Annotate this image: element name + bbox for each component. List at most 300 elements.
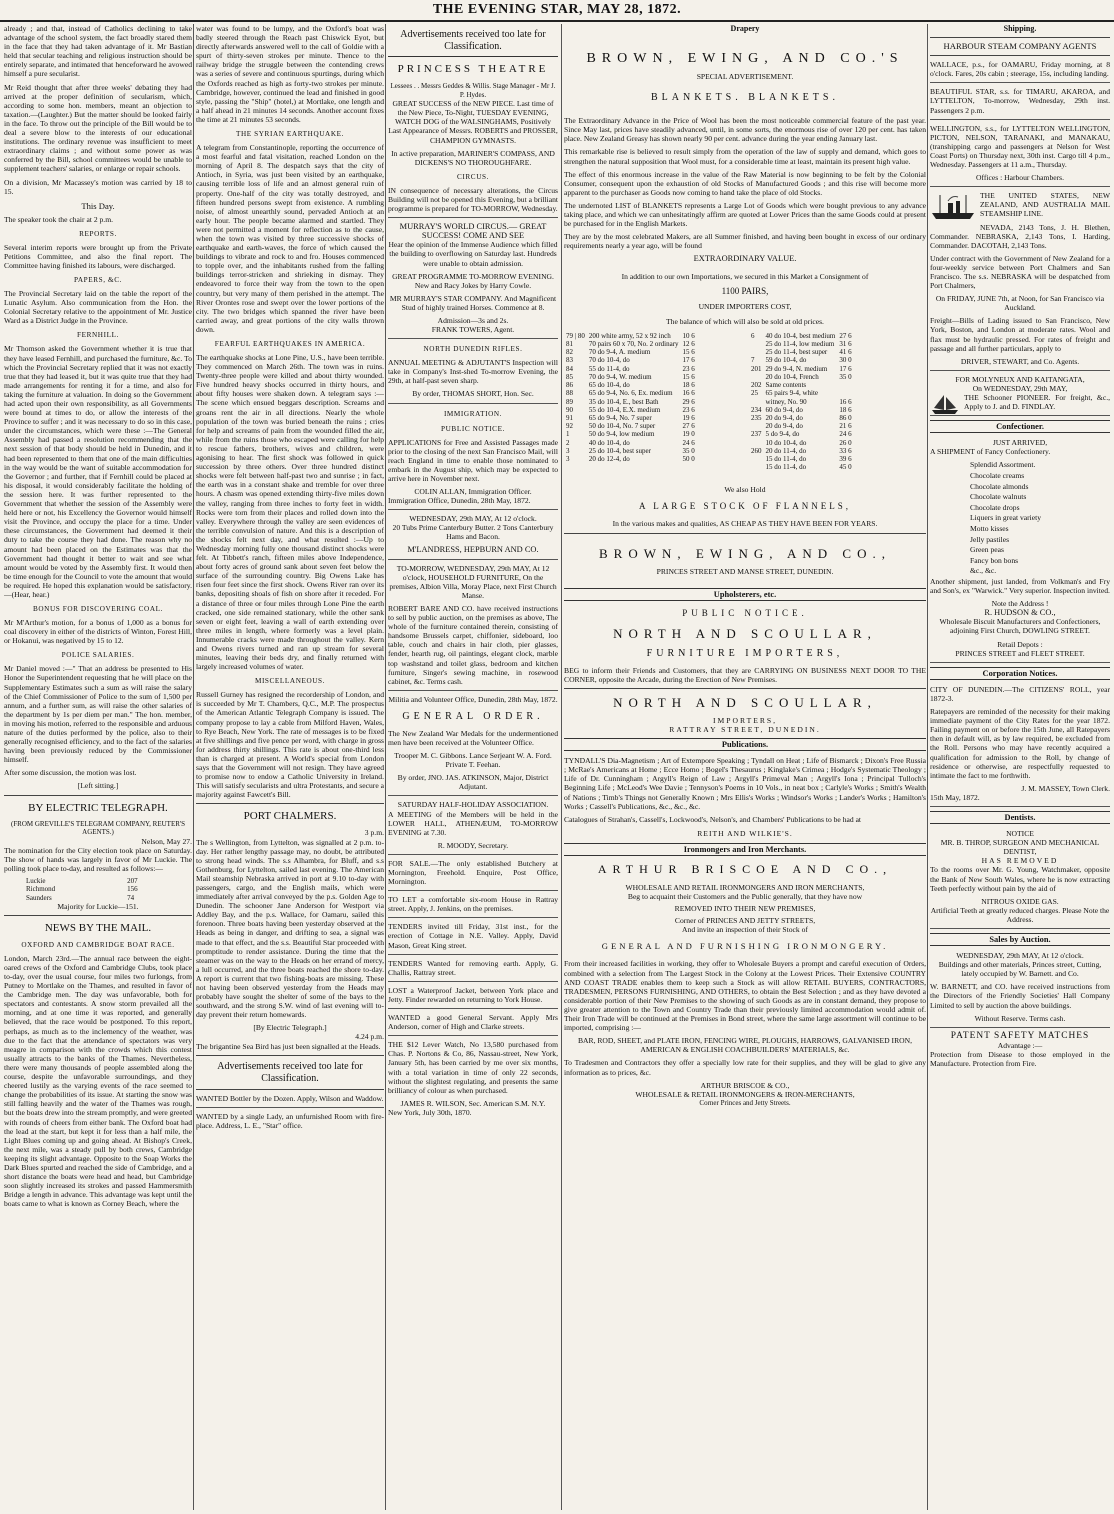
bale-number: 202: [751, 381, 762, 390]
blanket-price: 21 6: [839, 422, 852, 431]
blanket-price: 19 6: [682, 413, 695, 422]
ad-paragraph: Catalogues of Strahan's, Cassell's, Lockwood's, Nelson's, and Chambers' Publications to be had at: [564, 814, 862, 824]
category-bar: Shipping.: [1003, 24, 1037, 33]
blanket-price: [837, 389, 853, 397]
classified-ad: TENDERS invited till Friday, 31st inst., for the erection of Cottage in N.E. Valley. Apply, David Mason, Great King street.: [388, 922, 558, 954]
telegraph-subheading: (FROM GREVILLE'S TELEGRAM COMPANY, REUTER'S AGENTS.): [10, 819, 186, 837]
column-5: [930, 24, 1110, 1510]
confectionery-list: [970, 460, 1110, 577]
bale-number: 85: [566, 372, 573, 381]
column-2: [196, 24, 384, 1510]
bale-number: 25: [751, 389, 758, 398]
column-rule: [561, 24, 562, 1510]
ad-heading: BLANKETS. BLANKETS.: [651, 92, 839, 104]
mail-heading: NEWS BY THE MAIL.: [44, 921, 152, 934]
blanket-row: [564, 356, 697, 364]
late-ads-heading: Advertisements received too late for Classification.: [217, 1060, 363, 1084]
blanket-row: [564, 414, 697, 422]
classified-ad: WANTED Bottler by the Dozen. Apply, Wilson and Waddow.: [196, 1094, 384, 1108]
blanket-row: [749, 381, 854, 389]
auction-date: TO-MORROW, WEDNESDAY, 29th MAY, At 12 o'clock, HOUSEHOLD FURNITURE, On the premises, Albion Villa, Moray Place, next First Church Manse.: [389, 563, 557, 600]
confectionery-item: Chocolate drops: [970, 502, 1020, 512]
theatre-lessees: Lessees . . Messrs Geddes & Willis. Stage Manager - Mr J. P. Hydes.: [390, 82, 556, 99]
article-paragraph: The Provincial Secretary laid on the table the report of the Lunatic Asylum. Also communication from the Hon. the Colonial Secretary relative to the appointment of Mr. Justice Ward as a District Judge in the Province.: [4, 289, 192, 326]
circus-agent: FRANK TOWERS, Agent.: [388, 325, 558, 339]
blanket-row: [564, 439, 697, 447]
steamship-ad: [930, 191, 1110, 218]
blanket-price: 18 6: [682, 381, 695, 390]
blanket-description: 20 do 9-4, do: [765, 422, 803, 431]
blanket-description: 55 do 10-4, E.X. medium: [588, 405, 661, 414]
blanket-description: 55 do 11-4, do: [588, 364, 630, 373]
theatre-title: PRINCESS THEATRE: [397, 63, 549, 75]
ad-paragraph: Artificial Teeth at greatly reduced charges. Please Note the Address.: [930, 906, 1110, 929]
blanket-row: [749, 463, 854, 471]
bale-number: 89: [566, 397, 573, 406]
blanket-description: 20 do 11-4, do: [765, 446, 807, 455]
article-paragraph: The s Wellington, from Lyttelton, was signalled at 2 p.m. to-day. Her rather lengthy passage may, no doubt, be attributed to strong head winds. The s.s Alhambra, for Bluff, and s.s Gothenburg, for Lyttelton, sailed last evening. The American Mail steamship Nebraska arrived in port at 9.10 to-day with passengers, cargo, and the English mails, which were immediately after arrival conveyed by the p.s. Golden Age to Dunedin. The schooner Jane Anderson for Westport via Addley Bay, and the p.s. Wallace, for Oamaru, sailed this forenoon. Three boats having been yesterday observed at the Heads as being in danger, and drifting to sea, a signal was made to that effect, and the s.s. Beautiful Star proceeded with promptitude to render assistance. During the time that the steamer was on the way to the Heads on her errand of mercy, a lull occurred, and the three boats reached the shore to-day. A report is current that two fishing-boats are missing. These not having been observed yesterday from the Heads may probably have sought the shelter of some of the bays to the southward, and the strong S.W. wind of last evening will to-day prevent their return homewards.: [196, 837, 384, 1020]
section-heading: IMMIGRATION.: [443, 409, 503, 418]
blanket-description: 65 do 10-4, do: [588, 381, 630, 390]
ad-line: In addition to our own Importations, we secured in this Market a Consignment of: [621, 271, 869, 281]
divider: [4, 915, 192, 916]
signature: By order, JNO. JAS. ATKINSON, Major, District Adjutant.: [388, 773, 558, 796]
shipping-heading: On WEDNESDAY, 29th MAY,: [972, 383, 1068, 393]
column-3: [388, 24, 558, 1510]
bale-number: [749, 439, 764, 447]
blanket-price: 50 0: [682, 454, 695, 463]
blanket-price: [837, 381, 853, 389]
classified-ad: The New Zealand War Medals for the undermentioned men have been received at the Volunteer Office.: [388, 728, 558, 747]
article-paragraph: water was found to be lumpy, and the Oxford's boat was badly steered through the Reach past Chiswick Eyot, but directly afterwards answered well to the call of Goldie with a spurt of thirty-seven strokes per minute. Thence to the railway bridge the struggle between the contending crews was a series of severe and continuous spurtings, during which the Oxfords reached as high as forty-two strokes per minute. Cambridge, however, continued the lead and finished in good style, passing the "Ship" (hotel,) at Mortlake, one length and a half ahead in 21 minutes 14 seconds. Another account fixes the time at 21 minutes 53 seconds.: [196, 24, 384, 124]
blanket-description: witney, No. 90: [765, 397, 807, 406]
shipping-line: THE UNITED STATES, NEW ZEALAND, AND AUSTRALIA MAIL STEAMSHIP LINE.: [980, 191, 1110, 219]
advertiser-title: NORTH AND SCOULLAR,: [613, 625, 877, 641]
poll-votes: 74: [127, 893, 135, 902]
column-rule: [927, 24, 928, 1510]
bale-number: 3: [566, 454, 570, 463]
advertiser-address: PRINCES STREET AND MANSE STREET, DUNEDIN.: [656, 566, 834, 576]
blanket-price: 23 6: [682, 405, 695, 414]
bale-number: 7: [751, 356, 755, 365]
bale-number: 88: [566, 389, 573, 398]
ad-paragraph: A SHIPMENT of Fancy Confectionery.: [930, 447, 1051, 457]
blanket-row: [749, 365, 854, 373]
blanket-price: 17 6: [682, 356, 695, 365]
signature: COLIN ALLAN, Immigration Officer.: [414, 487, 532, 496]
advertiser-title: PATENT SAFETY MATCHES: [950, 1030, 1090, 1041]
classified-ad: FOR SALE.—The only established Butchery at Mornington, Freehold. Enquire, Post Office, Mornington.: [388, 859, 558, 891]
signature: ARTHUR BRISCOE & CO.,: [700, 1080, 790, 1090]
signature: WHOLESALE & RETAIL IRONMONGERS & IRON-MERCHANTS,: [635, 1089, 855, 1099]
bale-number: 237: [751, 430, 762, 439]
signature: JAMES R. WILSON, Sec. American S.M. N.Y.: [400, 1098, 546, 1108]
bale-number: 90: [566, 405, 573, 414]
section-heading: PUBLIC NOTICE.: [441, 424, 505, 433]
ad-emphasis: HAS REMOVED: [981, 856, 1059, 866]
steamship-icon: [930, 191, 976, 221]
bale-number: [749, 455, 764, 463]
divider: [930, 55, 1110, 56]
ad-line: Without Reserve. Terms cash.: [930, 1014, 1110, 1028]
blanket-price: 23 6: [682, 364, 695, 373]
sitting-note: [Left sitting.]: [77, 781, 119, 791]
divider: [196, 1089, 384, 1090]
shipping-fleet: NEVADA, 2143 Tons, J. H. Blethen, Commander. NEBRASKA, 2,143 Tons, I. Harding, Commander. DACOTAH, 2,143 Tons.: [930, 222, 1110, 250]
category-bar: Confectioner.: [930, 420, 1110, 433]
ad-line: WHOLESALE AND RETAIL IRONMONGERS AND IRON MERCHANTS,: [625, 883, 865, 893]
blanket-price: 33 6: [839, 446, 852, 455]
section-heading: MISCELLANEOUS.: [254, 677, 326, 686]
poll-table: [24, 877, 140, 902]
category-bar: Publications.: [564, 738, 926, 751]
blanket-description: 25 do 11-4, best super: [765, 348, 828, 357]
advertiser-title: BROWN, EWING, AND CO.'S: [586, 51, 904, 67]
divider: [564, 533, 926, 534]
classified-ad: ROBERT BARE AND CO. have received instructions to sell by public auction, on the premises as above, The whole of the furniture contained therein, consisting of handsome Brussels carpet, chiffonier, sideboard, loo table, couch and chairs in hair cloth, pier glasses, fender, hearth rug, oil paintings, elegant clock, marble top washstand and toilet glass, bedroom and kitchen furniture, Singer's sewing machine, in rosewood cabinet, &c. Terms cash.: [388, 604, 558, 691]
classified-ad: TENDERS Wanted for removing earth. Apply, G. Challis, Rattray street.: [388, 959, 558, 982]
classified-ad: IN consequence of necessary alterations, the Circus Building will not be opened this Evening, but a brilliant programme is prepared for TO-MORROW, Wednesday.: [388, 186, 558, 218]
blanket-description: 70 pairs 60 x 70, No. 2 ordinary: [588, 340, 679, 349]
theatre-bill: GREAT SUCCESS of the NEW PIECE. Last time of the New Piece, To-Night, TUESDAY EVENING, WATCH DOG of the WALSINGHAMS, Positively Last Appearance of Messrs. ROBERTS and PROSSER, CHAMPION GYMNASTS.: [388, 99, 558, 145]
bale-number: 201: [751, 364, 762, 373]
ad-paragraph: W. BARNETT, and CO. have received instructions from the Directors of the Friendly Societies' Hall Company Limited to sell by auction the above buildings.: [930, 982, 1110, 1010]
section-heading: This Day.: [81, 200, 115, 211]
blanket-description: 60 do 9-4, do: [765, 405, 803, 414]
blanket-row: [749, 422, 854, 430]
shipping-notice: THE Schooner PIONEER. For freight, &c., Apply to J. and D. FINDLAY.: [930, 393, 1110, 416]
ad-line: Advantage :—: [997, 1040, 1043, 1050]
blanket-row: [564, 398, 697, 406]
bale-number: [749, 373, 764, 381]
column-rule: [385, 24, 386, 1510]
blanket-price: 45 0: [839, 463, 852, 472]
bale-number: 6: [751, 331, 755, 340]
blanket-row: [564, 373, 697, 381]
poll-row: [24, 885, 140, 893]
ad-paragraph: Buildings and other materials, Princes street, Cutting, lately occupied by W. Barnett. and Co.: [938, 960, 1102, 979]
blanket-table-right: [749, 332, 854, 471]
blanket-price: 27 6: [839, 331, 852, 340]
blanket-row: [564, 340, 697, 348]
confectionery-item: Motto kisses: [970, 524, 1009, 534]
blanket-description: Same contents: [765, 381, 807, 390]
ad-line: The balance of which will also be sold at old prices.: [666, 316, 824, 326]
blanket-description: 50 do 9-4, low medium: [588, 430, 655, 439]
blanket-price: 19 0: [682, 430, 695, 439]
blanket-price: 10 6: [682, 331, 695, 340]
blanket-price: 24 6: [682, 438, 695, 447]
ad-line: And invite an inspection of their Stock of: [682, 925, 808, 935]
blanket-description: 200 white army, 52 x 92 inch: [588, 331, 671, 340]
column-4: [564, 24, 926, 1510]
ad-emphasis: NITROUS OXIDE GAS.: [981, 896, 1059, 906]
dateline: Nelson, May 27.: [141, 836, 192, 846]
article-paragraph: Mr Thomson asked the Government whether it is true that they have leased Fernhill, and purchased the furniture, &c. To which the Provincial Secretary replied that it was not exactly true that they had leased it, but it was quite true that they had made arrangements for renting it for a time, and also for taking the furniture at valuation. In doing so the Government had acted upon their own responsibility, as all Governments were bound at times to do, or allow the interests of the Province to suffer ; and it was necessary to do so in this case, under the circumstances, which were these :—The General Assembly had passed a resolution recommending that the next session of that body should be held in Dunedin, and it had been represented to them that one of the main difficulties in the way would be the want of suitable accommodation for the Governor ; and further, that if Fernhill could be placed at his disposal, it would considerably facilitate the holding of the session here. It was further represented to the Government that whether the session of the Assembly were held here or not, his Excellency the Governor would himself visit the Province, and occupy the place for a time. Under these circumstances, the Government had deemed it their duty to take the course they had done. The reason why no amount had been placed on the Estimates was that the Government had thought it better to wait and see what amount would be voted by the Assembly first. It would then be time enough for the Council to vote the amount that would be required. He hoped this explanation would be satisfactory.—(Hear, hear.): [4, 344, 192, 599]
date-line: New York, July 30th, 1870.: [388, 1107, 472, 1117]
ad-paragraph: Ratepayers are reminded of the necessity for their making immediate payment of the City Rates for the year 1872. Failing payment on or before the 15th June, all Ratepayers then in default will, as by law required, be excluded from the Roll. Persons who may have recently acquired a qualification for admission to the Roll, by change of residence or otherwise, are respectfully requested to intimate the fact to me forthwith.: [930, 707, 1110, 780]
blanket-row: [749, 447, 854, 455]
order-heading: GENERAL ORDER.: [402, 710, 544, 722]
blanket-row: [749, 398, 854, 406]
bale-number: [749, 340, 764, 348]
advertiser-title: ARTHUR BRISCOE AND CO.,: [597, 862, 893, 877]
shipping-notice: WELLINGTON, s.s., for LYTTELTON WELLINGTON, PICTON, NELSON, TARANAKI, and MANAKAU, (transhipping cargo and passengers at Nelson for West Coast Ports) on Thursday next, 30th inst. Cargo till 4 p.m., Wednesday. Passengers at 11 a.m., Thursday.: [930, 123, 1110, 170]
blanket-price: 16 6: [839, 397, 852, 406]
bale-number: 235: [751, 413, 762, 422]
confectionery-item: &c., &c.: [970, 566, 997, 576]
poll-name: Luckie: [26, 877, 46, 886]
blanket-price: 15 6: [682, 372, 695, 381]
circus-admission: Admission—3s and 2s.: [437, 315, 509, 325]
divider: [930, 37, 1110, 38]
classified-ad: ANNUAL MEETING & ADJUTANT'S Inspection will take in Company's Inst-shed To-morrow Evening, the 29th, at half-past seven sharp.: [388, 358, 558, 386]
section-heading: OXFORD AND CAMBRIDGE BOAT RACE.: [21, 940, 175, 949]
ad-line: UNDER IMPORTERS COST,: [698, 301, 792, 311]
shipping-company: HARBOUR STEAM COMPANY AGENTS: [943, 41, 1097, 52]
offices-line: Offices : Harbour Chambers.: [930, 173, 1110, 187]
signature: J. M. MASSEY, Town Clerk.: [1021, 783, 1110, 793]
ad-emphasis: REMOVED INTO THEIR NEW PREMISES,: [674, 904, 816, 914]
telegraph-note: [By Electric Telegraph.]: [253, 1023, 327, 1033]
shipping-heading: FOR MOLYNEUX AND KAITANGATA,: [955, 374, 1085, 384]
ad-paragraph: To the rooms over Mr. G. Young, Watchmaker, opposite the Bank of New South Wales, where he is now extracting Teeth perfectly without pain by the aid of: [930, 865, 1110, 893]
section-heading: POLICE SALARIES.: [61, 651, 135, 660]
circus-title: MURRAY'S WORLD CIRCUS.— GREAT SUCCESS! COME AND SEE: [399, 222, 547, 241]
poll-row: [24, 894, 140, 902]
schooner-ad: [930, 393, 1110, 416]
blanket-description: 15 do 11-4, do: [765, 454, 807, 463]
confectionery-item: Splendid Assortment.: [970, 460, 1036, 470]
confectionery-item: Fancy bon bons: [970, 555, 1019, 565]
blanket-price: 27 6: [682, 422, 695, 431]
signature: R. MOODY, Secretary.: [388, 841, 558, 855]
article-paragraph: The brigantine Sea Bird has just been signalled at the Heads.: [196, 1041, 381, 1051]
bale-number: 1: [566, 430, 570, 439]
column-rule: [193, 24, 194, 1510]
bale-number: 81: [566, 340, 573, 349]
auction-date: WEDNESDAY, 29th MAY, At 12 o'clock.: [409, 514, 537, 524]
ad-emphasis: GENERAL AND FURNISHING IRONMONGERY.: [601, 941, 889, 952]
article-paragraph: The earthquake shocks at Lone Pine, U.S., have been terrible. They commenced on March 26th. The town was in ruins. Twenty-three people were killed and about thirty wounded. Five hundred heavy shocks occurred in thirty hours, and about fifty houses were shaken down. A telegram says :—The scene which ensued beggars description. Screams and groans rent the air in all directions. Nearly the whole population of the town was buried beneath the ruins ; cries for help and screams of pain from the wounded filled the air, while from the ruins those who escaped were calling for help to rescue fathers, brothers, wives and children, were agonising to hear. The first shock was followed in quick succession by three others. Over three hundred distinct shocks were felt between half-past two and sunrise ; in fact, the earth was in a constant shake and tremble for over three hours. A chasm was opened extending thirty-five miles down the valley, ranging from three inches to forty feet in width. Rocks were torn from their places and rolled down into the valley. Everywhere through the valley are seen evidences of the terrible convulsion of nature. And this is a description of the shocks felt next day, and what resulted :—Up to Wednesday morning fully one thousand distinct shocks were felt. At Tibbett's ranch, fifteen miles above Independence, about forty acres of ground sank about seven feet below the surface of the surrounding country. Big Owens Lake has risen four feet since the first shock. Owens River ran over its banks, depositing shoals of fish on shore after it receded. For a distance of three or four miles through Lone Pine the earth cracked, one side remained stationary, while the other sank seven or eight feet, leaving a wall of earth extending over three miles in length, where formerly was a level plain. Innumerable cracks were made throughout the valley. Kern and Owens rivers turned and ran up stream for several minutes, leaving their beds dry, and finally returned with largely increased volumes of water.: [196, 353, 384, 672]
category-bar: Drapery: [730, 24, 760, 33]
telegraph-heading: BY ELECTRIC TELEGRAPH.: [28, 801, 168, 814]
blanket-row: [564, 406, 697, 414]
article-paragraph: After some discussion, the motion was lost.: [4, 768, 137, 778]
blanket-description: 40 do 10-4, do: [588, 438, 630, 447]
blanket-row: [749, 332, 854, 340]
article-paragraph: Mr Daniel moved :—" That an address be presented to His Honor the Superintendent requesting that he will place on the Supplementary Estimates such a sum as will raise the salary of the Chief Commissioner of Police to the sum of 1,500 per annum, and a further sum, as will raise the other salaries of the department by 1s per diem per man." The hon. member, in moving his motion, referred to the responsible and arduous nature of the duties performed by the police, also to their generally recognised efficiency, and to the fact of the salaries having been previously reduced by the Commissioner himself.: [4, 664, 192, 765]
port-heading: PORT CHALMERS.: [243, 810, 337, 823]
article-paragraph: A telegram from Constantinople, reporting the occurrence of a most fearful and fatal visitation, reached London on the morning of April 8. The despatch says that the city of Antioch, in Syria, was just been visited by an earthquake, causing terrible loss of life and an almost general ruin of property. One-half of the city was totally destroyed, and fifteen hundred persons swept from existence. A rumbling noise, of almost unearthly sound, pervaded Antioch at an early hour. The people became alarmed and startled. They were not permitted a moment for reflection as to the cause, when the town was visited by three successive shocks of earthquake and earth-waves, the force of which caused the buildings to vibrate and rock to and fro. Houses commenced to topple over, and the inhabitants rushed from the falling buildings terror-stricken and shrieking in dismay. They endeavored to force their way from the town to the open country, but very many of them perished in the attempt. The River Orontes rose and swept over the lower portions of the city. The two bridges which spanned the river have been carried away, and great portions of the city walls thrown down.: [196, 143, 384, 334]
blanket-row: [749, 356, 854, 364]
ad-paragraph: Protection from Disease to those employed in the Manufacture. Protection from Fire.: [930, 1049, 1110, 1069]
blanket-row: [749, 389, 854, 397]
blanket-description: 70 do 10-4, do: [588, 356, 630, 365]
classified-ad: A MEETING of the Members will be held in the LOWER HALL, ATHENÆUM, TO-MORROW EVENING at 7.30.: [388, 809, 558, 837]
ad-paragraph: They are by the most celebrated Makers, are all Summer finished, and having been bought in excess of our ordinary requirements nearly a year ago, will be found: [564, 232, 926, 251]
section-heading: FEARFUL EARTHQUAKES IN AMERICA.: [214, 340, 366, 348]
auctioneer: M'LANDRESS, HEPBURN AND CO.: [388, 545, 558, 559]
ad-line: Retail Depots :: [997, 639, 1043, 649]
advertiser-title: REITH AND WILKIE'S.: [697, 828, 793, 838]
ad-heading: JUST ARRIVED,: [992, 438, 1048, 448]
blanket-price: 41 6: [839, 348, 852, 357]
blanket-row: [749, 439, 854, 447]
bale-number: 2: [566, 438, 570, 447]
blanket-description: 10 do 10-4, do: [765, 438, 807, 447]
divider: [4, 795, 192, 796]
blanket-price: 35 0: [682, 446, 695, 455]
blanket-description: 20 do 12-4, do: [588, 454, 630, 463]
auction-date: WEDNESDAY, 29th MAY, At 12 o'clock.: [956, 951, 1084, 961]
blanket-price: 15 6: [682, 348, 695, 357]
signature: By order, THOMAS SHORT, Hon. Sec.: [388, 389, 558, 403]
signature: Corner Princes and Jetty Streets.: [699, 1098, 791, 1107]
ad-line: Corner of PRINCES AND JETTY STREETS,: [674, 916, 816, 926]
office-line: Militia and Volunteer Office, Dunedin, 28th May, 1872.: [388, 694, 558, 704]
blanket-description: 50 do 10-4, No. 7 super: [588, 422, 656, 431]
theatre-preparation: In active preparation, MARINER'S COMPASS, AND DICKENS'S NO THOROUGHFARE.: [391, 148, 555, 167]
ad-paragraph: Another shipment, just landed, from Volkman's and Fry and Son's, ex "Warwick." Very superior. Inspection invited.: [930, 577, 1110, 596]
ad-paragraph: TYNDALL'S Dia-Magnetism ; Art of Extempore Speaking ; Tyndall on Heat ; Life of Bismarck ; Dixon's Free Russia ; McRae's Americans at Home ; Ecce Homo ; Bogel's Thesaurus ; Kinglake's Crimea ; Hodge's Systematic Theology ; Life of Dr. Cunningham ; Argyll's Reign of Law ; Argyll's Primeval Man ; Argyll's Iona ; Principal Tulloch's Beginning Life ; McLeod's Wee Davie ; Tennyson's Poems in 10 Vols., in neat box ; Carlyle's Works ; Smith's Wealth of Nations ; Timb's Things not Generally Known ; Mrs Ellis's Works ; Windsor's Works ; Lander's Works ; Hamilton's Works ; Cassell's Publications, &c., &c., &c.: [564, 756, 926, 811]
advertiser-title: MR. B. THROP, SURGEON AND MECHANICAL DENTIST,: [940, 838, 1100, 857]
blanket-price: 17 6: [839, 364, 852, 373]
shipping-notice: WALLACE, p.s., for OAMARU, Friday morning, at 8 o'clock. Fares, 20s cabin ; steerage, 15s, including landing.: [930, 60, 1110, 83]
article-paragraph: The nomination for the City election took place on Saturday. The show of hands was largely in favor of Mr Luckie. The polling took place to-day, and resulted as follows:—: [4, 845, 192, 874]
ad-paragraph: Wholesale Biscuit Manufacturers and Confectioners, adjoining First Church, DOWLING STREET.: [939, 617, 1101, 636]
bale-number: 83: [566, 356, 573, 365]
circus-company: MR MURRAY'S STAR COMPANY. And Magnificent Stud of highly trained Horses. Commence at 8.: [389, 293, 557, 312]
blanket-price: 24 6: [839, 430, 852, 439]
ad-emphasis: 1100 PAIRS,: [721, 285, 769, 296]
bale-number: 234: [751, 405, 762, 414]
article-paragraph: Russell Gurney has resigned the recordership of London, and is succeeded by Mr T. Chambers, Q.C., M.P. The prospectus of the American Atlantic Telegraph Company is issued. The company propose to lay a cable from Milford Haven, Wales, to Rye Beach, New York. The rate of messages is to be fixed at five shillings and five pence per word, with charge in gross for address thirty shillings. This rate is about one-third less than is charged at present. A World's special from London says that the Government will not resign. They have agreed to promise now to endow a Catholic University in Ireland. This will satisfy secularists and ultra Protestants, and secure a majority against Fawcett's Bill.: [196, 690, 384, 800]
advertiser-title: R. HUDSON & CO.,: [984, 608, 1056, 618]
late-ads-heading: Advertisements received too late for Classification.: [388, 29, 558, 57]
category-bar: Ironmongers and Iron Merchants.: [564, 843, 926, 856]
ad-paragraph: BAR, ROD, SHEET, and PLATE IRON, FENCING WIRE, PLOUGHS, HARROWS, GALVANISED IRON, AMERICAN & ENGLISH COACHBUILDERS' MATERIALS, &c.: [577, 1036, 913, 1055]
ad-line: We also Hold: [724, 485, 766, 495]
bale-number: 91: [566, 413, 573, 422]
article-paragraph: Mr Reid thought that after three weeks' debating they had arrived at the proper definition of secularism, which, according to some hon. members, meant an objection to taxation.—(Laughter.) But the matter should be looked fairly in the face. To throw out the principle of the Bill would be to deal a severe blow to the interests of our educational institutions. The ordinary revenue was insufficient to meet extraordinary claims ; and without some power as was conferred by the Bill, school committees would be unable to supplement teachers' salaries, or enlarge or repair schools.: [4, 82, 192, 174]
shipping-notice: Under contract with the Government of New Zealand for a four-weekly service between Port Chalmers and San Francisco. The s.s. NEBRASKA will be despatched from Port Chalmers,: [930, 253, 1110, 291]
blanket-description: 20 do 9-4, do: [765, 413, 803, 422]
ad-paragraph: The Extraordinary Advance in the Price of Wool has been the most noticeable commercial feature of the past year. Since May last, prices have steadily advanced, until, in some sorts, the enormous rise of over 120 per cent. has taken place. New Zealand Greasy has shown nearly 90 per cent. advance during the year ending January last.: [564, 116, 926, 144]
circus-programme: GREAT PROGRAMME TO-MORROW EVENING. New and Racy Jokes by Harry Cowle.: [392, 271, 554, 290]
confectionery-item: Chocolate walnuts: [970, 492, 1027, 502]
category-bar: Dentists.: [930, 811, 1110, 824]
poll-name: Richmond: [26, 885, 56, 894]
blanket-row: [564, 422, 697, 430]
ad-line: IMPORTERS,: [712, 715, 778, 725]
auction-lots: 20 Tubs Prime Canterbury Butter. 2 Tons Canterbury Hams and Bacon.: [392, 523, 554, 542]
confectionery-item: Green peas: [970, 545, 1004, 555]
blanket-row: [564, 455, 697, 463]
advertiser-title: BROWN, EWING, AND CO.,: [599, 545, 891, 561]
confectionery-item: Jelly pastiles: [970, 534, 1010, 544]
blanket-row: [749, 340, 854, 348]
ad-line: PRINCES STREET and FLEET STREET.: [930, 649, 1110, 663]
ad-emphasis: A LARGE STOCK OF FLANNELS,: [638, 501, 852, 512]
blanket-row: [564, 389, 697, 397]
blanket-description: 20 do 10-4, French: [765, 372, 819, 381]
bale-number: 260: [751, 446, 762, 455]
blanket-row: [749, 348, 854, 356]
blanket-row: [749, 414, 854, 422]
classified-ad: APPLICATIONS for Free and Assisted Passages made prior to the closing of the next San Francisco Mail, will reach England in time to enable those nominated to embark in the August ship, which may be expected to arrive here in November next.: [388, 437, 558, 483]
article-paragraph: The speaker took the chair at 2 p.m.: [4, 214, 114, 224]
order-names: Trooper M. C. Gibbons. Lance Serjeant W. A. Ford. Private T. Feehan.: [394, 751, 552, 770]
blanket-description: 35 do 10-4, E., best Bath: [588, 397, 659, 406]
telegraph-time: 4.24 p.m.: [355, 1032, 384, 1042]
confectionery-item: Chocolate almonds: [970, 481, 1029, 491]
poll-row: [24, 877, 140, 885]
divider: [196, 1055, 384, 1056]
date-line: 15th May, 1872.: [930, 793, 1110, 807]
poll-votes: 207: [127, 877, 138, 886]
ad-line: Note the Address !: [991, 599, 1049, 609]
article-paragraph: already ; and that, instead of Catholics declining to take advantage of the school system, the fact broadly stared them in the face that they had taken advantage of it. Mr Bastian held that secular teaching and religious instruction should be entirely separate, and intimated that henceforward he avowed himself a pure secularist.: [4, 24, 192, 79]
bale-number: 79 | 80: [566, 331, 585, 340]
ad-paragraph: The undernoted LIST of BLANKETS represents a Large Lot of Goods which were bought previous to any advance taking place, and which we can unhesitatingly affirm are quoted at Lower Prices than the same Goods could at present be purchased for in the English Markets.: [564, 200, 926, 229]
blanket-row: [564, 332, 697, 340]
ad-line: Beg to acquaint their Customers and the Public generally, that they have now: [627, 892, 863, 902]
office-line: Immigration Office, Dunedin, 28th May, 1872.: [388, 496, 558, 510]
ad-heading: FURNITURE IMPORTERS,: [646, 647, 844, 659]
divider: [196, 803, 384, 804]
section-heading: FERNHILL.: [77, 331, 119, 340]
blanket-price: 39 6: [839, 454, 852, 463]
classified-ad: LOST a Waterproof Jacket, between York place and Jetty. Finder rewarded on returning to York House.: [388, 986, 558, 1009]
classified-ad: THE $12 Lever Watch, No 13,580 purchased from Chas. P. Nortons & Co, 86, Nassau-street, New York, January 5th, has been carried by me over six months, with a total variation in time of only 22 seconds, without the slightest regulating, and presents the same brilliancy of colour as when purchased.: [388, 1040, 558, 1095]
blanket-price: 16 6: [682, 389, 695, 398]
blanket-price: 31 6: [839, 340, 852, 349]
ad-paragraph: The effect of this enormous increase in the value of the Raw Material is now beginning to be felt by the Colonial Consumer, consequent upon the exhaustion of old Stocks of Manufactured Goods ; and this rise will become more apparent to the purchaser as Goods now coming to hand take the place of old Stocks.: [564, 169, 926, 197]
majority-note: Majority for Luckie—151.: [57, 901, 139, 911]
blanket-row: [749, 406, 854, 414]
article-paragraph: Several interim reports were brought up from the Private Petitions Committee, and also the final report. The Committee having finished its labours, were discharged.: [4, 242, 192, 270]
section-heading: PAPERS, &C.: [73, 276, 123, 285]
bale-number: 82: [566, 348, 573, 357]
blanket-description: 65 do 9-4, No. 6, Ex. medium: [588, 389, 673, 398]
shipping-notice: On FRIDAY, JUNE 7th, at Noon, for San Francisco via Auckland.: [935, 294, 1105, 313]
bale-number: [749, 398, 764, 406]
blanket-description: 65 do 9-4, No. 7 super: [588, 413, 652, 422]
blanket-price: 35 0: [839, 372, 852, 381]
section-heading: REPORTS.: [79, 229, 117, 238]
divider: [564, 688, 926, 689]
category-bar: Sales by Auction.: [930, 933, 1110, 946]
article-paragraph: London, March 23rd.—The annual race between the eight-oared crews of the Oxford and Cambridge Clubs, took place to-day, over the usual course, four miles two furlongs, from Putney to Mortlake on the Thames, and resulted in favor of the Cambridge men. The day was unfavorable, both for spectators and contestants. A snow storm prevailed all the morning, and at one time it was reported, and generally believed, that the race would be postponed. To this report, perhaps, as much as to the inclemency of the weather, was due to the fact that the attendance of spectators was very meagre in comparison with the crowds which this contest usually attracts to the banks of the Thames. Nevertheless, there were many thousands of people assembled along the course, despite the unfavorable surroundings, and they cheered lustily as the varying events of the race seemed to change the probabilities of its issue. At starting the snow was still falling heavily and the water of the Thames was rough, but the boats drew into the stream promptly, and were greeted with rounds of cheers from either bank. The Oxford boat had the lead at the start, but kept it for less than a half mile, the Light Blues coming up and going ahead. At Bishop's Creek, the next mile, was a steady pull by both crews, Cambridge keeping its slight advantage. Opposite to the Soap Works the Dark Blues spurted and reached the side of Cambridge, and a short distance the boats were head and head, but Cambridge soon slightly increased its strokes and passed Hammersmith Bridge a length in advance. This advantage was kept until the boats came to what is known as Corney Beach, where the: [4, 953, 192, 1209]
shipping-notice: BEAUTIFUL STAR, s.s. for TIMARU, AKAROA, and LYTTELTON, To-morrow, Wednesday, 29th inst. Passengers 2 p.m.: [930, 87, 1110, 119]
bale-number: 84: [566, 364, 573, 373]
blanket-row: [564, 430, 697, 438]
bale-number: [749, 463, 764, 471]
blanket-price: 26 0: [839, 438, 852, 447]
shipping-notice: Freight—Bills of Lading issued to San Francisco, New York, Boston, and London at moderate rates. Wool and flax must be hydraulic pressed. For rates of freight and passage and all further particulars, apply to: [930, 316, 1110, 353]
classified-ad: WANTED a good General Servant. Apply Mrs Anderson, corner of High and Clarke streets.: [388, 1013, 558, 1036]
blanket-row: [749, 373, 854, 381]
poll-votes: 156: [127, 885, 138, 894]
masthead: [0, 0, 1114, 22]
section-heading: NORTH DUNEDIN RIFLES.: [423, 345, 523, 354]
ad-paragraph: BEG to inform their Friends and Customers, that they are CARRYING ON BUSINESS NEXT DOOR TO THE CORNER, opposite the Arcade, during the Erection of New Premises.: [564, 665, 926, 684]
circus-text: Hear the opinion of the Immense Audience which filled the building to overflowing on Saturday last. Hundreds were unable to obtain admission.: [388, 240, 558, 268]
bale-number: 92: [566, 422, 573, 431]
confectionery-item: Liquers in great variety: [970, 513, 1042, 523]
association-heading: SATURDAY HALF-HOLIDAY ASSOCIATION.: [397, 800, 549, 810]
